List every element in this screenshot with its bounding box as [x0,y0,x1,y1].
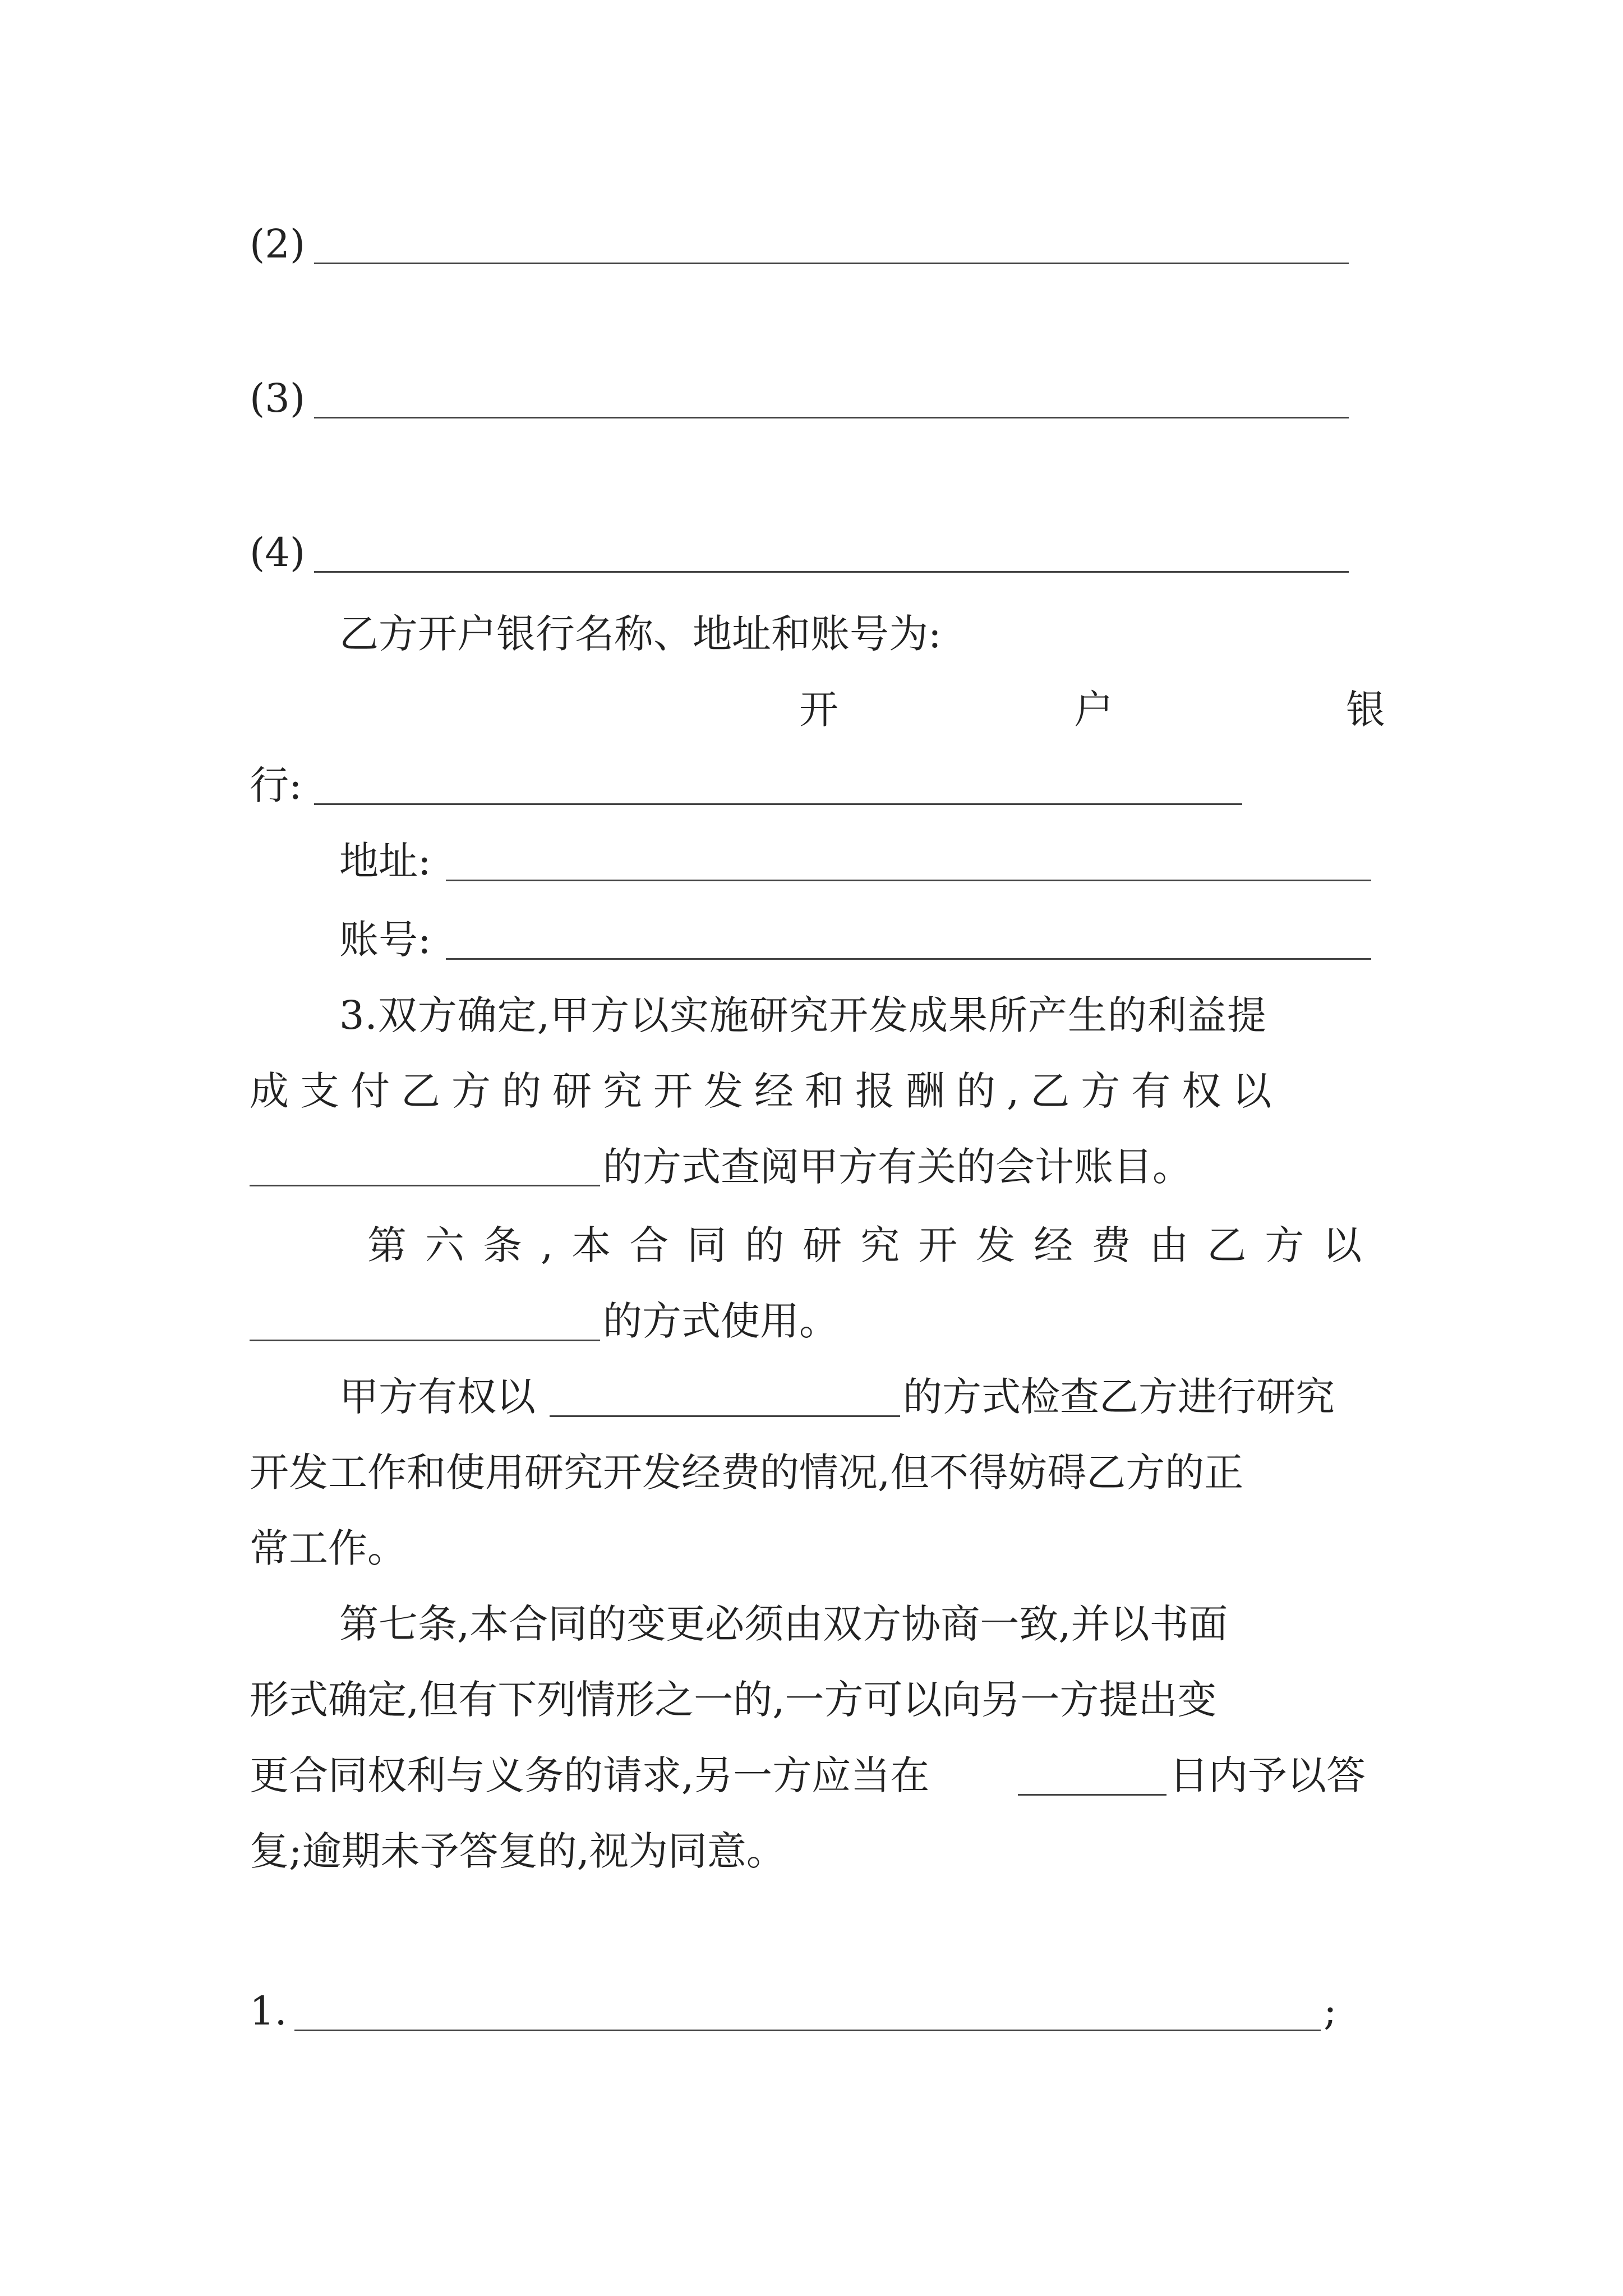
p3-line1: 3.双方确定,甲方以实施研究开发成果所产生的利益提 [339,992,1267,1038]
art7-line2: 形式确定,但有下列情形之一的,一方可以向另一方提出变 [250,1677,1217,1723]
address-label: 地址: [339,838,431,884]
item-3-blank[interactable] [314,417,1349,418]
bank-label-hang: 行: [250,762,302,808]
item-4-label: (4) [250,530,306,576]
art6-check-line3: 常工作。 [250,1525,407,1571]
bank-name-blank[interactable] [314,803,1242,805]
bank-intro: 乙方开户银行名称、地址和账号为: [339,611,942,657]
account-label: 账号: [339,917,431,963]
p3-line2: 成支付乙方的研究开发经和报酬的,乙方有权以 [250,1068,1283,1114]
item-3-label: (3) [250,375,306,421]
art7-line3-head: 更合同权利与义务的请求,另一方应当在 [250,1752,930,1798]
art6-usage-blank[interactable] [250,1340,600,1341]
bank-label-yin: 银 [1346,687,1385,733]
p3-line3: 的方式查阅甲方有关的会计账目。 [603,1144,1192,1190]
list-item-1-blank[interactable] [294,2030,1321,2031]
bank-label-hu: 户 [1074,687,1113,733]
art7-line3-tail: 日内予以答 [1169,1752,1366,1798]
account-blank[interactable] [446,958,1371,960]
p3-method-blank[interactable] [250,1185,600,1186]
art6-check-head: 甲方有权以 [339,1374,536,1420]
art6-check-line2: 开发工作和使用研究开发经费的情况,但不得妨碍乙方的正 [250,1450,1244,1496]
art6-check-blank[interactable] [550,1415,900,1417]
art7-days-blank[interactable] [1018,1794,1166,1796]
address-blank[interactable] [446,880,1371,881]
art6-line2: 的方式使用。 [603,1298,838,1344]
art6-check-tail: 的方式检查乙方进行研究 [903,1374,1335,1420]
bank-label-kai: 开 [799,687,838,733]
list-item-1-label: 1. [250,1988,287,2034]
art6-line1: 第六条,本合同的研究开发经费由乙方以 [367,1222,1381,1268]
list-item-1-semicolon: ; [1324,1988,1337,2034]
item-4-blank[interactable] [314,571,1349,573]
item-2-blank[interactable] [314,263,1349,264]
art7-line1: 第七条,本合同的变更必须由双方协商一致,并以书面 [339,1601,1228,1647]
art7-line4: 复;逾期未予答复的,视为同意。 [250,1828,786,1874]
item-2-label: (2) [250,221,306,267]
